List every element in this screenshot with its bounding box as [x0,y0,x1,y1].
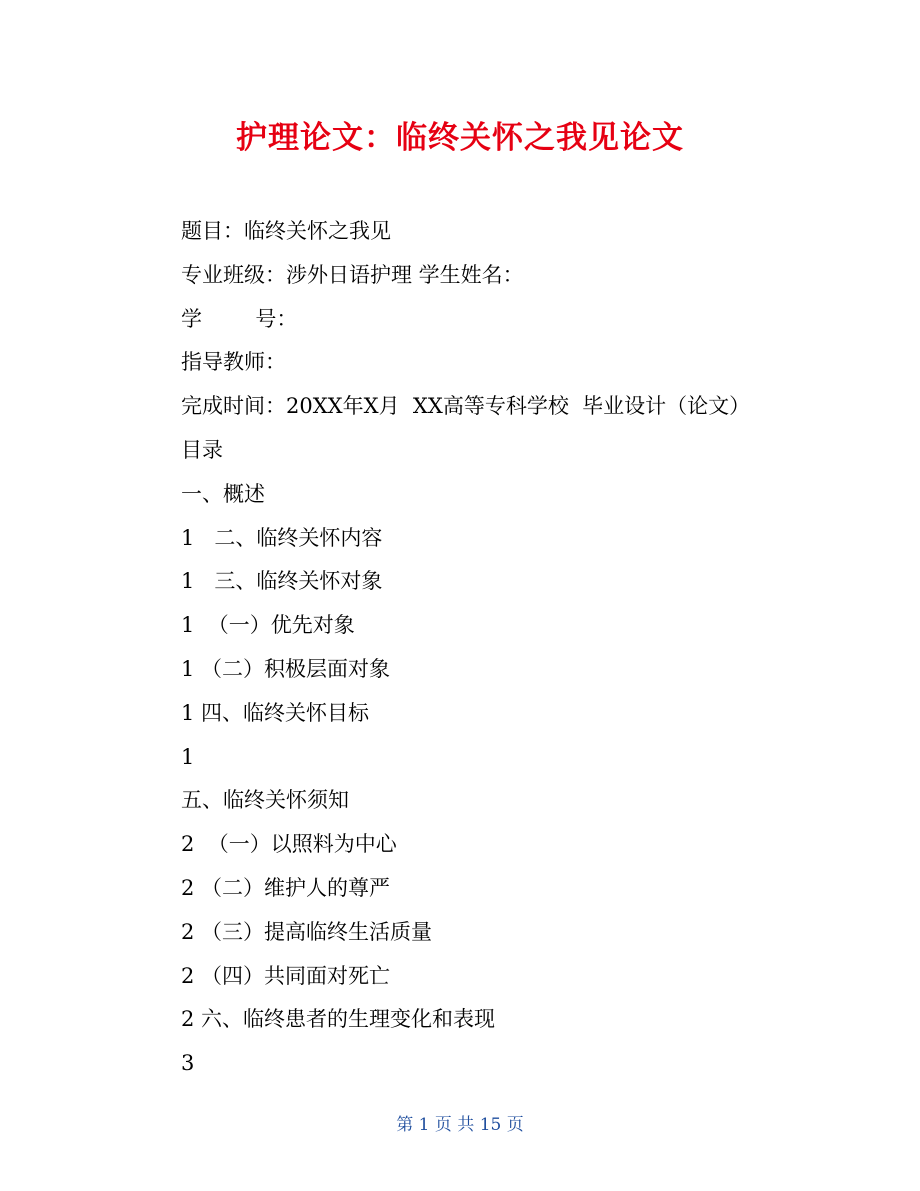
toc-item: 1 二、临终关怀内容 [181,525,383,550]
topic-line: 题目：临终关怀之我见 [181,219,391,243]
toc-item: 2 （四）共同面对死亡 [181,963,391,988]
student-id-line: 学 号： [181,306,298,331]
toc-item: 3 [181,1051,195,1076]
toc-item: 1 （二）积极层面对象 [181,656,391,681]
class-student-line: 专业班级：涉外日语护理 学生姓名： [181,262,524,287]
advisor-line: 指导教师： [181,350,286,375]
toc-item: 2 （一）以照料为中心 [181,832,397,857]
toc-item: 1 [181,744,195,769]
document-body [181,210,821,1086]
toc-heading: 目录 [181,437,223,462]
toc-item: 1 四、临终关怀目标 [181,700,370,725]
page-number-footer: 第 1 页 共 15 页 [396,1115,524,1135]
completion-line: 完成时间：20XX年X月 XX高等专科学校 毕业设计（论文） [181,394,751,419]
toc-item: 1 （一）优先对象 [181,613,355,638]
toc-item: 2 六、临终患者的生理变化和表现 [181,1007,496,1032]
toc-item: 五、临终关怀须知 [181,788,349,813]
toc-item: 一、概述 [181,481,265,506]
toc-item: 2 （二）维护人的尊严 [181,875,391,900]
toc-item: 1 三、临终关怀对象 [181,569,383,594]
toc-item: 2 （三）提高临终生活质量 [181,919,433,944]
document-title: 护理论文：临终关怀之我见论文 [236,120,684,156]
